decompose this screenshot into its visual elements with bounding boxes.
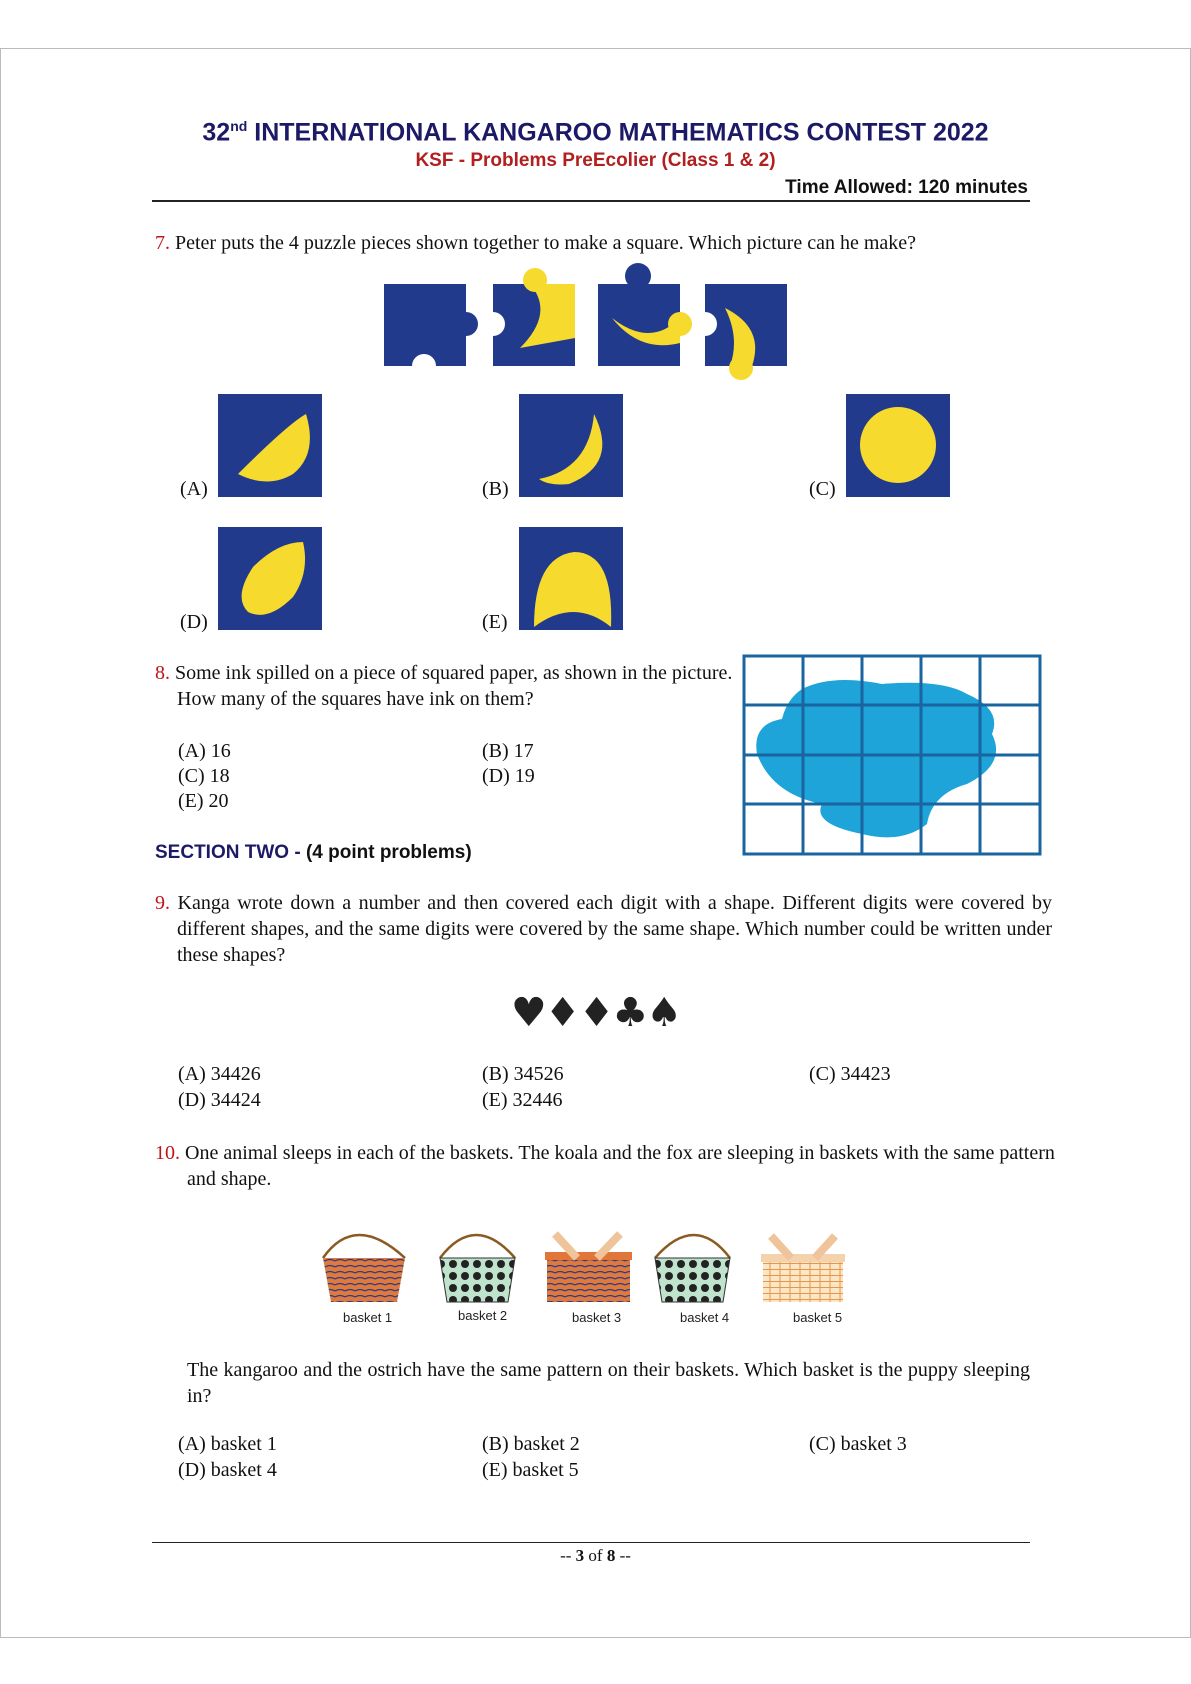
q10-option-e[interactable]: (E) basket 5 xyxy=(482,1459,579,1481)
q8-option-a[interactable]: (A) 16 xyxy=(178,740,231,762)
section-title: SECTION TWO - xyxy=(155,842,306,863)
q8-option-d[interactable]: (D) 19 xyxy=(482,765,535,787)
puzzle-piece-1 xyxy=(384,284,478,378)
q9-option-d[interactable]: (D) 34424 xyxy=(178,1089,261,1111)
baskets-figure xyxy=(315,1222,875,1322)
q7-option-b-label[interactable]: (B) xyxy=(482,478,509,500)
basket-5-label: basket 5 xyxy=(793,1310,843,1325)
q7-option-c-image[interactable] xyxy=(846,394,950,497)
time-allowed: Time Allowed: 120 minutes xyxy=(785,177,1028,198)
basket-1-label: basket 1 xyxy=(343,1310,393,1325)
title-text: INTERNATIONAL KANGAROO MATHEMATICS CONTEST 2022 xyxy=(247,118,989,147)
question-7 xyxy=(155,230,1052,256)
question-10-part-2: The kangaroo and the ostrich have the same pattern on their baskets. Which basket is the puppy sleeping in? xyxy=(187,1359,1030,1407)
footer-pre: -- xyxy=(560,1546,576,1565)
basket-3-label: basket 3 xyxy=(572,1310,622,1325)
q9-option-b[interactable]: (B) 34526 xyxy=(482,1063,564,1085)
header-rule xyxy=(152,200,1030,202)
title-sup: nd xyxy=(230,118,248,134)
puzzle-piece-3 xyxy=(598,263,692,366)
q10-option-d[interactable]: (D) basket 4 xyxy=(178,1459,277,1481)
q-number: 8. xyxy=(155,662,170,684)
q-text: One animal sleeps in each of the baskets. The koala and the fox are sleeping in baskets with the same pattern and shape. xyxy=(185,1142,1055,1190)
question-8 xyxy=(155,660,752,712)
q-number: 9. xyxy=(155,892,170,914)
q7-option-e-image[interactable] xyxy=(519,527,623,630)
puzzle-piece-2 xyxy=(481,268,575,366)
q9-option-a[interactable]: (A) 34426 xyxy=(178,1063,261,1085)
q9-option-e[interactable]: (E) 32446 xyxy=(482,1089,563,1111)
contest-title xyxy=(0,118,1191,147)
basket-2-label: basket 2 xyxy=(458,1308,508,1323)
subtitle: KSF - Problems PreEcolier (Class 1 & 2) xyxy=(415,150,776,171)
q7-option-d-image[interactable] xyxy=(218,527,322,630)
basket-5 xyxy=(761,1236,845,1302)
page-number xyxy=(0,1546,1191,1566)
q-number: 10. xyxy=(155,1142,180,1164)
q10-option-c[interactable]: (C) basket 3 xyxy=(809,1433,907,1455)
q-text: Peter puts the 4 puzzle pieces shown together to make a square. Which picture can he make? xyxy=(175,232,917,254)
q7-option-e-label[interactable]: (E) xyxy=(482,611,508,633)
q7-option-d-label[interactable]: (D) xyxy=(180,611,208,633)
puzzle-piece-4 xyxy=(693,284,787,380)
q8-option-b[interactable]: (B) 17 xyxy=(482,740,534,762)
q7-option-b-image[interactable] xyxy=(519,394,623,497)
q8-option-c[interactable]: (C) 18 xyxy=(178,765,230,787)
total-pages: 8 xyxy=(606,1546,616,1565)
q7-option-a-label[interactable]: (A) xyxy=(180,478,208,500)
q9-option-c[interactable]: (C) 34423 xyxy=(809,1063,891,1085)
question-10 xyxy=(155,1140,1057,1192)
q-text: Kanga wrote down a number and then covered each digit with a shape. Different digits were covered by different shapes, and the same digits were covered by the same shape. Which number could be written under these shapes? xyxy=(177,892,1052,966)
basket-3 xyxy=(545,1234,632,1302)
basket-1 xyxy=(323,1235,405,1302)
q-number: 7. xyxy=(155,232,170,254)
footer-post: -- xyxy=(615,1546,631,1565)
ink-grid-figure xyxy=(742,654,1042,856)
basket-4-label: basket 4 xyxy=(680,1310,730,1325)
q8-option-e[interactable]: (E) 20 xyxy=(178,790,229,812)
basket-4 xyxy=(655,1235,730,1302)
q10-option-b[interactable]: (B) basket 2 xyxy=(482,1433,580,1455)
basket-2 xyxy=(440,1235,515,1302)
question-9 xyxy=(155,890,1052,968)
q10-option-a[interactable]: (A) basket 1 xyxy=(178,1433,277,1455)
puzzle-pieces-figure xyxy=(380,258,800,388)
card-suit-shapes: ♥♦♦♣♠ xyxy=(510,990,681,1036)
q-text: Some ink spilled on a piece of squared paper, as shown in the picture. How many of the squares have ink on them? xyxy=(175,662,733,710)
q7-option-a-image[interactable] xyxy=(218,394,322,497)
current-page: 3 xyxy=(575,1546,585,1565)
footer-rule xyxy=(152,1542,1030,1543)
title-number: 32 xyxy=(202,118,231,147)
section-points: (4 point problems) xyxy=(305,842,472,863)
q7-option-c-label[interactable]: (C) xyxy=(809,478,836,500)
footer-of: of xyxy=(584,1546,607,1565)
section-two-heading xyxy=(155,842,472,864)
